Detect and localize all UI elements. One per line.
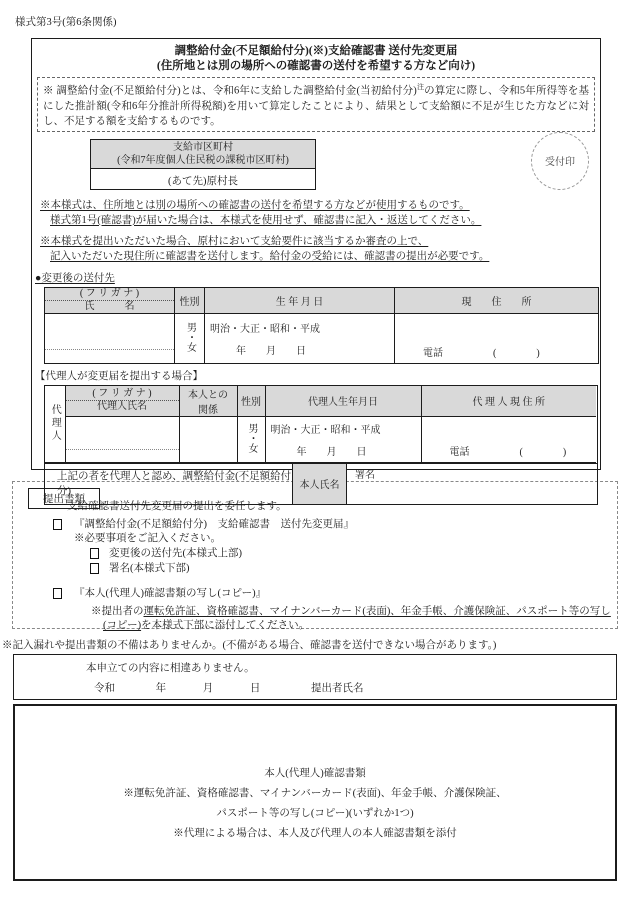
agent-section-caption: 【代理人が変更届を提出する場合】 [35,370,203,382]
usage-notes [40,198,600,264]
copy-note-underline1: 運転免許証、資格確認書、マイナンバーカード(表面)、年金手帳、介護保険証、パスポート等の写し [143,606,611,617]
checkbox-item-2[interactable] [53,588,62,599]
usage-note-1-line1: ※本様式は、住所地とは別の場所への確認書の送付を希望する方などが使用するものです。 [40,199,470,211]
agent-name-header [65,386,179,417]
agent-gender-options-cell[interactable] [237,416,265,462]
usage-note-1-line2: 様式第1号(確認書)が届いた場合は、本様式を使用せず、確認書に記入・返送してください。 [50,214,482,226]
recipient-birth-input-cell[interactable] [205,313,395,363]
form-code: 様式第3号(第6条関係) [15,17,117,28]
addressee-to-line: (あて先)原村長 [168,175,238,187]
recipient-section-label: ●変更後の送付先 [35,272,115,284]
intro-note-superscript: 注 [416,83,425,91]
recipient-era-options: 明治・大正・昭和・平成 [210,323,320,335]
recipient-gender-header: 性別 [175,287,205,313]
recipient-name-input-cell[interactable] [45,313,175,363]
page-title [32,44,600,74]
agent-phone-label: 電話 ( ) [449,446,567,458]
agent-ymd-labels: 年 月 日 [296,446,367,458]
delegation-line1: 上記の者を代理人と認め、調整給付金(不足額給付分) [57,470,292,497]
recipient-gender-options: 男・女 [184,321,196,352]
checklist-item-1-note: ※必要事項をご記入ください。 [74,533,221,544]
signature-input-cell[interactable] [347,464,597,504]
recipient-table [44,287,599,364]
checklist-subitem-1 [90,547,617,561]
checkbox-item-1[interactable] [53,519,62,530]
declaration-box [13,654,617,700]
recipient-name-header-label: 氏 名 [84,300,135,312]
agent-birth-header: 代理人生年月日 [265,386,421,417]
declaration-date-line[interactable] [94,680,616,695]
usage-note-2-line1: ※本様式を提出いただいた場合、原村において支給要件に該当するか審査の上で、 [40,235,429,247]
agent-address-input-cell[interactable] [421,416,596,462]
declaration-day-label: 日 [249,683,261,694]
attachment-title: 本人(代理人)確認書類 [264,768,366,779]
addressee-row [90,139,600,190]
intro-note-post: の算定に際し、令和5年所得等を基にした推計額(令和6年分推計所得税額)を用いて算定したことにより、結果として支給額に不足が生じた方などに対し、不足する額を支給するものです。 [43,85,590,127]
delegation-row [45,463,597,512]
agent-name-header-label: 代理人氏名 [97,401,147,412]
recipient-address-header: 現 住 所 [395,287,599,313]
signature-label: 署名 [355,469,375,481]
checklist-item-2-label: 『本人(代理人)確認書類の写し(コピー)』 [74,588,267,599]
usage-note-2-line2: 記入いただいた現住所に確認書を送付します。給付金の受給には、確認書の提出が必要です。 [50,250,490,262]
agent-address-header: 代 理 人 現 住 所 [421,386,596,417]
agent-relation-header-line2: 関係 [198,404,218,416]
reception-stamp-circle [531,132,589,190]
recipient-gender-options-cell[interactable] [175,313,205,363]
municipality-line2: (令和7年度個人住民税の課税市区町村) [117,154,289,166]
copy-note-pre: ※提出者の [91,606,144,617]
checklist-subitem-1-label: 変更後の送付先(本様式上部) [109,548,242,559]
checklist-subitem-2-label: 署名(本様式下部) [109,563,190,574]
attachment-area[interactable] [13,704,617,881]
attachment-note-line4: ※代理による場合は、本人及び代理人の本人確認書類を添付 [173,828,457,839]
recipient-birth-header: 生 年 月 日 [205,287,395,313]
checkbox-subitem-2[interactable] [90,563,99,574]
agent-relation-header-line1: 本人との [188,389,228,401]
reception-stamp-label: 受付印 [545,157,575,168]
title-line2: (住所地とは別の場所への確認書の送付を希望する方など向け) [156,60,476,72]
recipient-address-input-cell[interactable] [395,313,599,363]
agent-table [44,385,598,512]
agent-birth-input-cell[interactable] [265,416,421,462]
intro-note-pre: ※ 調整給付金(不足額給付分)とは、令和6年に支給した調整給付金(当初給付分) [43,85,417,97]
checkbox-subitem-1[interactable] [90,548,99,559]
declaration-submitter-label: 提出者氏名 [311,683,364,694]
delegation-statement [45,464,292,512]
checklist-item-1-label: 『調整給付金(不足額給付分) 支給確認書 送付先変更届』 [74,519,354,530]
recipient-furigana-header: ( フ リ ガ ナ ) [45,288,174,301]
recipient-ymd-labels: 年 月 日 [236,345,306,357]
declaration-year-label: 年 [155,683,167,694]
declaration-statement: 本申立ての内容に相違ありません。 [86,663,255,674]
declaration-era-label: 令和 [94,683,115,694]
principal-name-header: 本人氏名 [292,464,347,504]
recipient-name-header [45,287,175,313]
checklist-item-2 [53,587,617,601]
addressee-box [90,139,316,190]
declaration-month-label: 月 [202,683,214,694]
municipality-header [91,140,315,169]
usage-note-1 [40,198,600,228]
delegation-line2: 支給確認書送付先変更届の提出を委任します。 [67,500,287,512]
checklist-item-1 [53,518,617,546]
agent-relation-input-cell[interactable] [179,416,237,462]
agent-furigana-header: ( フ リ ガ ナ ) [66,388,179,401]
municipality-line1: 支給市区町村 [173,141,233,153]
documents-label-box: 提出書類 [28,488,100,509]
checklist-subitem-2 [90,562,617,576]
usage-note-2 [40,234,600,264]
copy-note [91,605,617,633]
agent-gender-options: 男・女 [246,422,257,453]
completeness-note: ※記入漏れや提出書類の不備はありませんか。(不備がある場合、確認書を送付できない場合があります。) [2,640,497,651]
attachment-note-line2: ※運転免許証、資格確認書、マイナンバーカード(表面)、年金手帳、介護保険証、 [123,788,507,799]
agent-relation-header [179,386,237,417]
attachment-note-line3: パスポート等の写し(コピー)(いずれか1つ) [216,808,414,819]
copy-note-underline2: (コピー) [103,620,142,631]
agent-era-options: 明治・大正・昭和・平成 [270,424,381,436]
title-line1: 調整給付金(不足額給付分)(※)支給確認書 送付先変更届 [174,45,458,57]
agent-side-label: 代理人 [45,386,65,463]
recipient-phone-label: 電話 ( ) [423,347,540,359]
intro-note [37,77,595,132]
copy-note-post: を本様式下部に添付してください。 [141,620,310,631]
agent-name-input-cell[interactable] [65,416,179,462]
agent-gender-header: 性別 [237,386,265,417]
